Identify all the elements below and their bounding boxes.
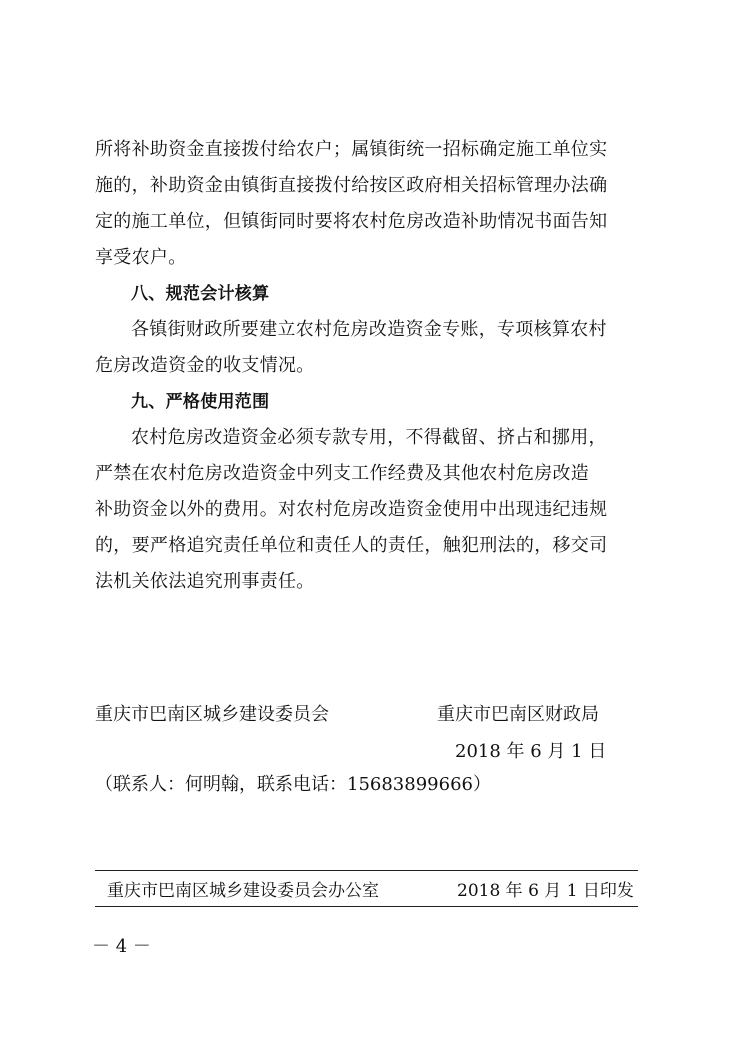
signing-org-construction: 重庆市巴南区城乡建设委员会 — [95, 704, 329, 725]
paragraph-line: 严禁在农村危房改造资金中列支工作经费及其他农村危房改造 — [95, 463, 590, 484]
paragraph-line: 享受农户。 — [95, 247, 187, 268]
footer-rule-top — [95, 870, 638, 871]
section-heading-8: 八、规范会计核算 — [131, 284, 270, 304]
paragraph-line: 所将补助资金直接拨付给农户；属镇街统一招标确定施工单位实 — [95, 139, 608, 160]
footer-rule-bottom — [95, 906, 638, 907]
issue-date: 2018 年 6 月 1 日印发 — [457, 881, 634, 901]
paragraph-line: 各镇街财政所要建立农村危房改造资金专账，专项核算农村 — [131, 319, 607, 340]
paragraph-line: 农村危房改造资金必须专款专用，不得截留、挤占和挪用， — [131, 427, 607, 448]
signature-date: 2018 年 6 月 1 日 — [455, 741, 607, 762]
paragraph-line: 法机关依法追究刑事责任。 — [95, 571, 315, 592]
paragraph-line: 定的施工单位，但镇街同时要将农村危房改造补助情况书面告知 — [95, 211, 608, 232]
body-text — [95, 132, 647, 600]
paragraph-line: 补助资金以外的费用。对农村危房改造资金使用中出现违纪违规 — [95, 499, 608, 520]
paragraph-line: 危房改造资金的收支情况。 — [95, 355, 315, 376]
section-heading-9: 九、严格使用范围 — [131, 392, 270, 412]
signing-org-finance: 重庆市巴南区财政局 — [437, 704, 599, 725]
paragraph-line: 施的，补助资金由镇街直接拨付给按区政府相关招标管理办法确 — [95, 175, 608, 196]
paragraph-line: 的，要严格追究责任单位和责任人的责任，触犯刑法的，移交司 — [95, 535, 608, 556]
page-number: － 4 － — [92, 936, 151, 957]
contact-info: （联系人：何明翰，联系电话：15683899666） — [95, 774, 491, 795]
issuing-office: 重庆市巴南区城乡建设委员会办公室 — [107, 881, 379, 901]
